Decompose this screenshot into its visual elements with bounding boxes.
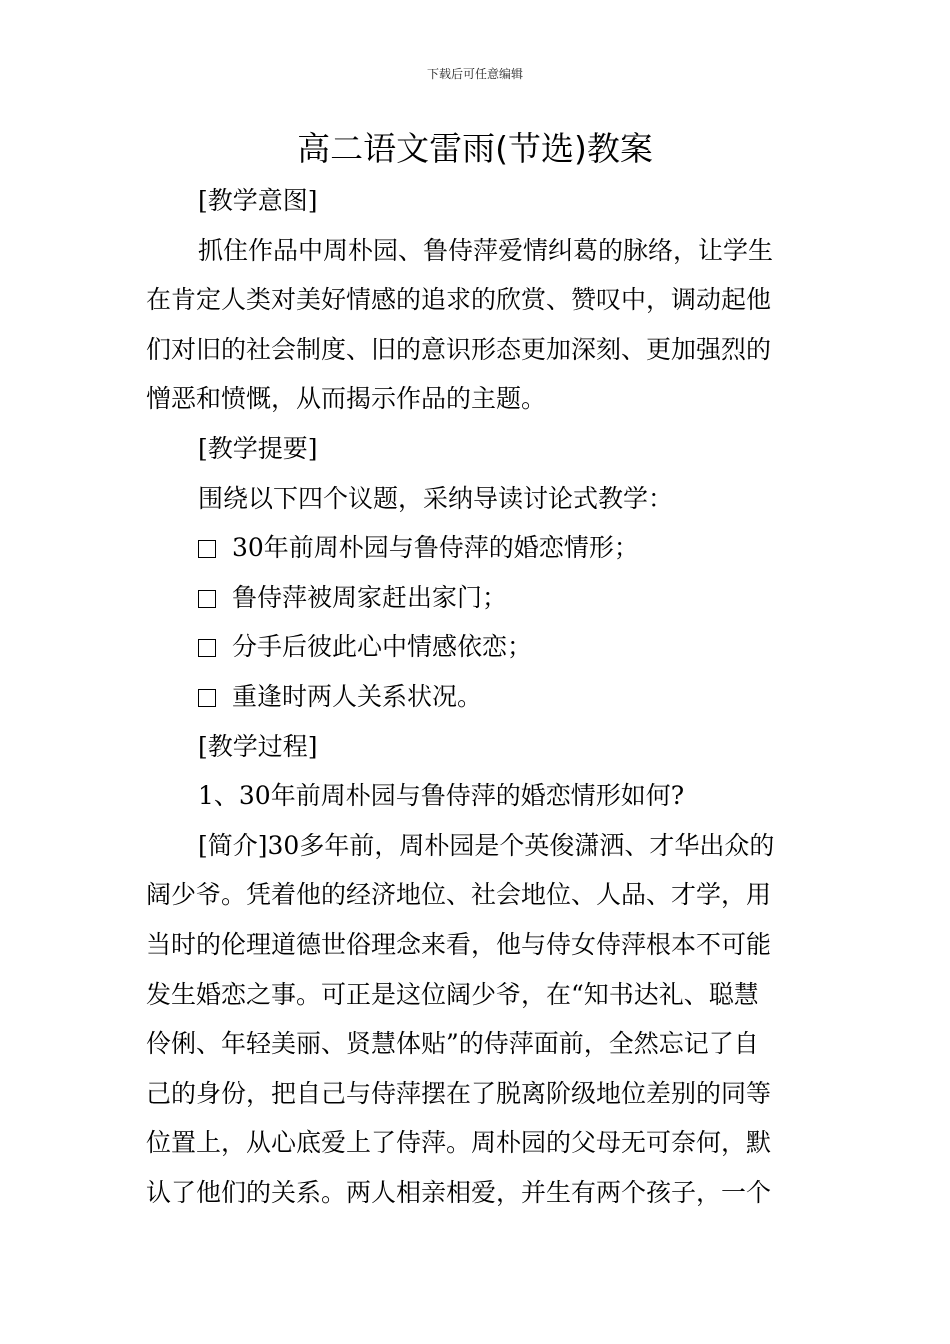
paragraph-line: 们对旧的社会制度、旧的意识形态更加深刻、更加强烈的 xyxy=(146,334,772,364)
paragraph-line: 认了他们的关系。两人相亲相爱，并生有两个孩子，一个 xyxy=(146,1177,772,1207)
list-item xyxy=(146,523,806,573)
list-item xyxy=(146,672,806,722)
paragraph-line: 己的身份，把自己与侍萍摆在了脱离阶级地位差别的同等 xyxy=(146,1078,772,1108)
list-item-text: 分手后彼此心中情感依恋； xyxy=(232,632,533,662)
document-title: 高二语文雷雨(节选)教案 xyxy=(297,129,653,168)
list-item xyxy=(146,622,806,672)
document-body xyxy=(146,176,806,1217)
paragraph-line: 位置上，从心底爱上了侍萍。周朴园的父母无可奈何，默 xyxy=(146,1128,772,1158)
paragraph-line: [简介]30多年前，周朴园是个英俊潇洒、才华出众的 xyxy=(198,830,775,860)
header-note: 下载后可任意编辑 xyxy=(426,67,523,81)
paragraph-line: 发生婚恋之事。可正是这位阔少爷，在“知书达礼、聪慧 xyxy=(146,979,759,1009)
paragraph-line: 在肯定人类对美好情感的追求的欣赏、赞叹中，调动起他 xyxy=(146,285,772,315)
paragraph-line: 当时的伦理道德世俗理念来看，他与侍女侍萍根本不可能 xyxy=(146,929,772,959)
paragraph-line: 伶俐、年轻美丽、贤慧体贴”的侍萍面前，全然忘记了自 xyxy=(146,1029,759,1059)
paragraph-line: 围绕以下四个议题，采纳导读讨论式教学： xyxy=(198,483,674,513)
list-item-text: 30年前周朴园与鲁侍萍的婚恋情形； xyxy=(232,533,639,563)
list-item-text: 鲁侍萍被周家赶出家门； xyxy=(232,582,508,612)
paragraph-line: 抓住作品中周朴园、鲁侍萍爱情纠葛的脉络，让学生 xyxy=(198,235,774,265)
checkbox-square-icon xyxy=(198,540,216,558)
list-item xyxy=(146,573,806,623)
paragraph-line: 阔少爷。凭着他的经济地位、社会地位、人品、才学，用 xyxy=(146,880,772,910)
checkbox-square-icon xyxy=(198,639,216,657)
paragraph-line: 憎恶和愤慨，从而揭示作品的主题。 xyxy=(146,384,547,414)
section-heading-outline: [教学提要] xyxy=(198,433,318,463)
checkbox-square-icon xyxy=(198,590,216,608)
checkbox-square-icon xyxy=(198,689,216,707)
section-heading-process: [教学过程] xyxy=(198,731,318,761)
list-item-text: 重逢时两人关系状况。 xyxy=(232,681,483,711)
section-heading-intent: [教学意图] xyxy=(198,186,318,215)
question-heading: 1、30年前周朴园与鲁侍萍的婚恋情形如何? xyxy=(198,781,685,811)
